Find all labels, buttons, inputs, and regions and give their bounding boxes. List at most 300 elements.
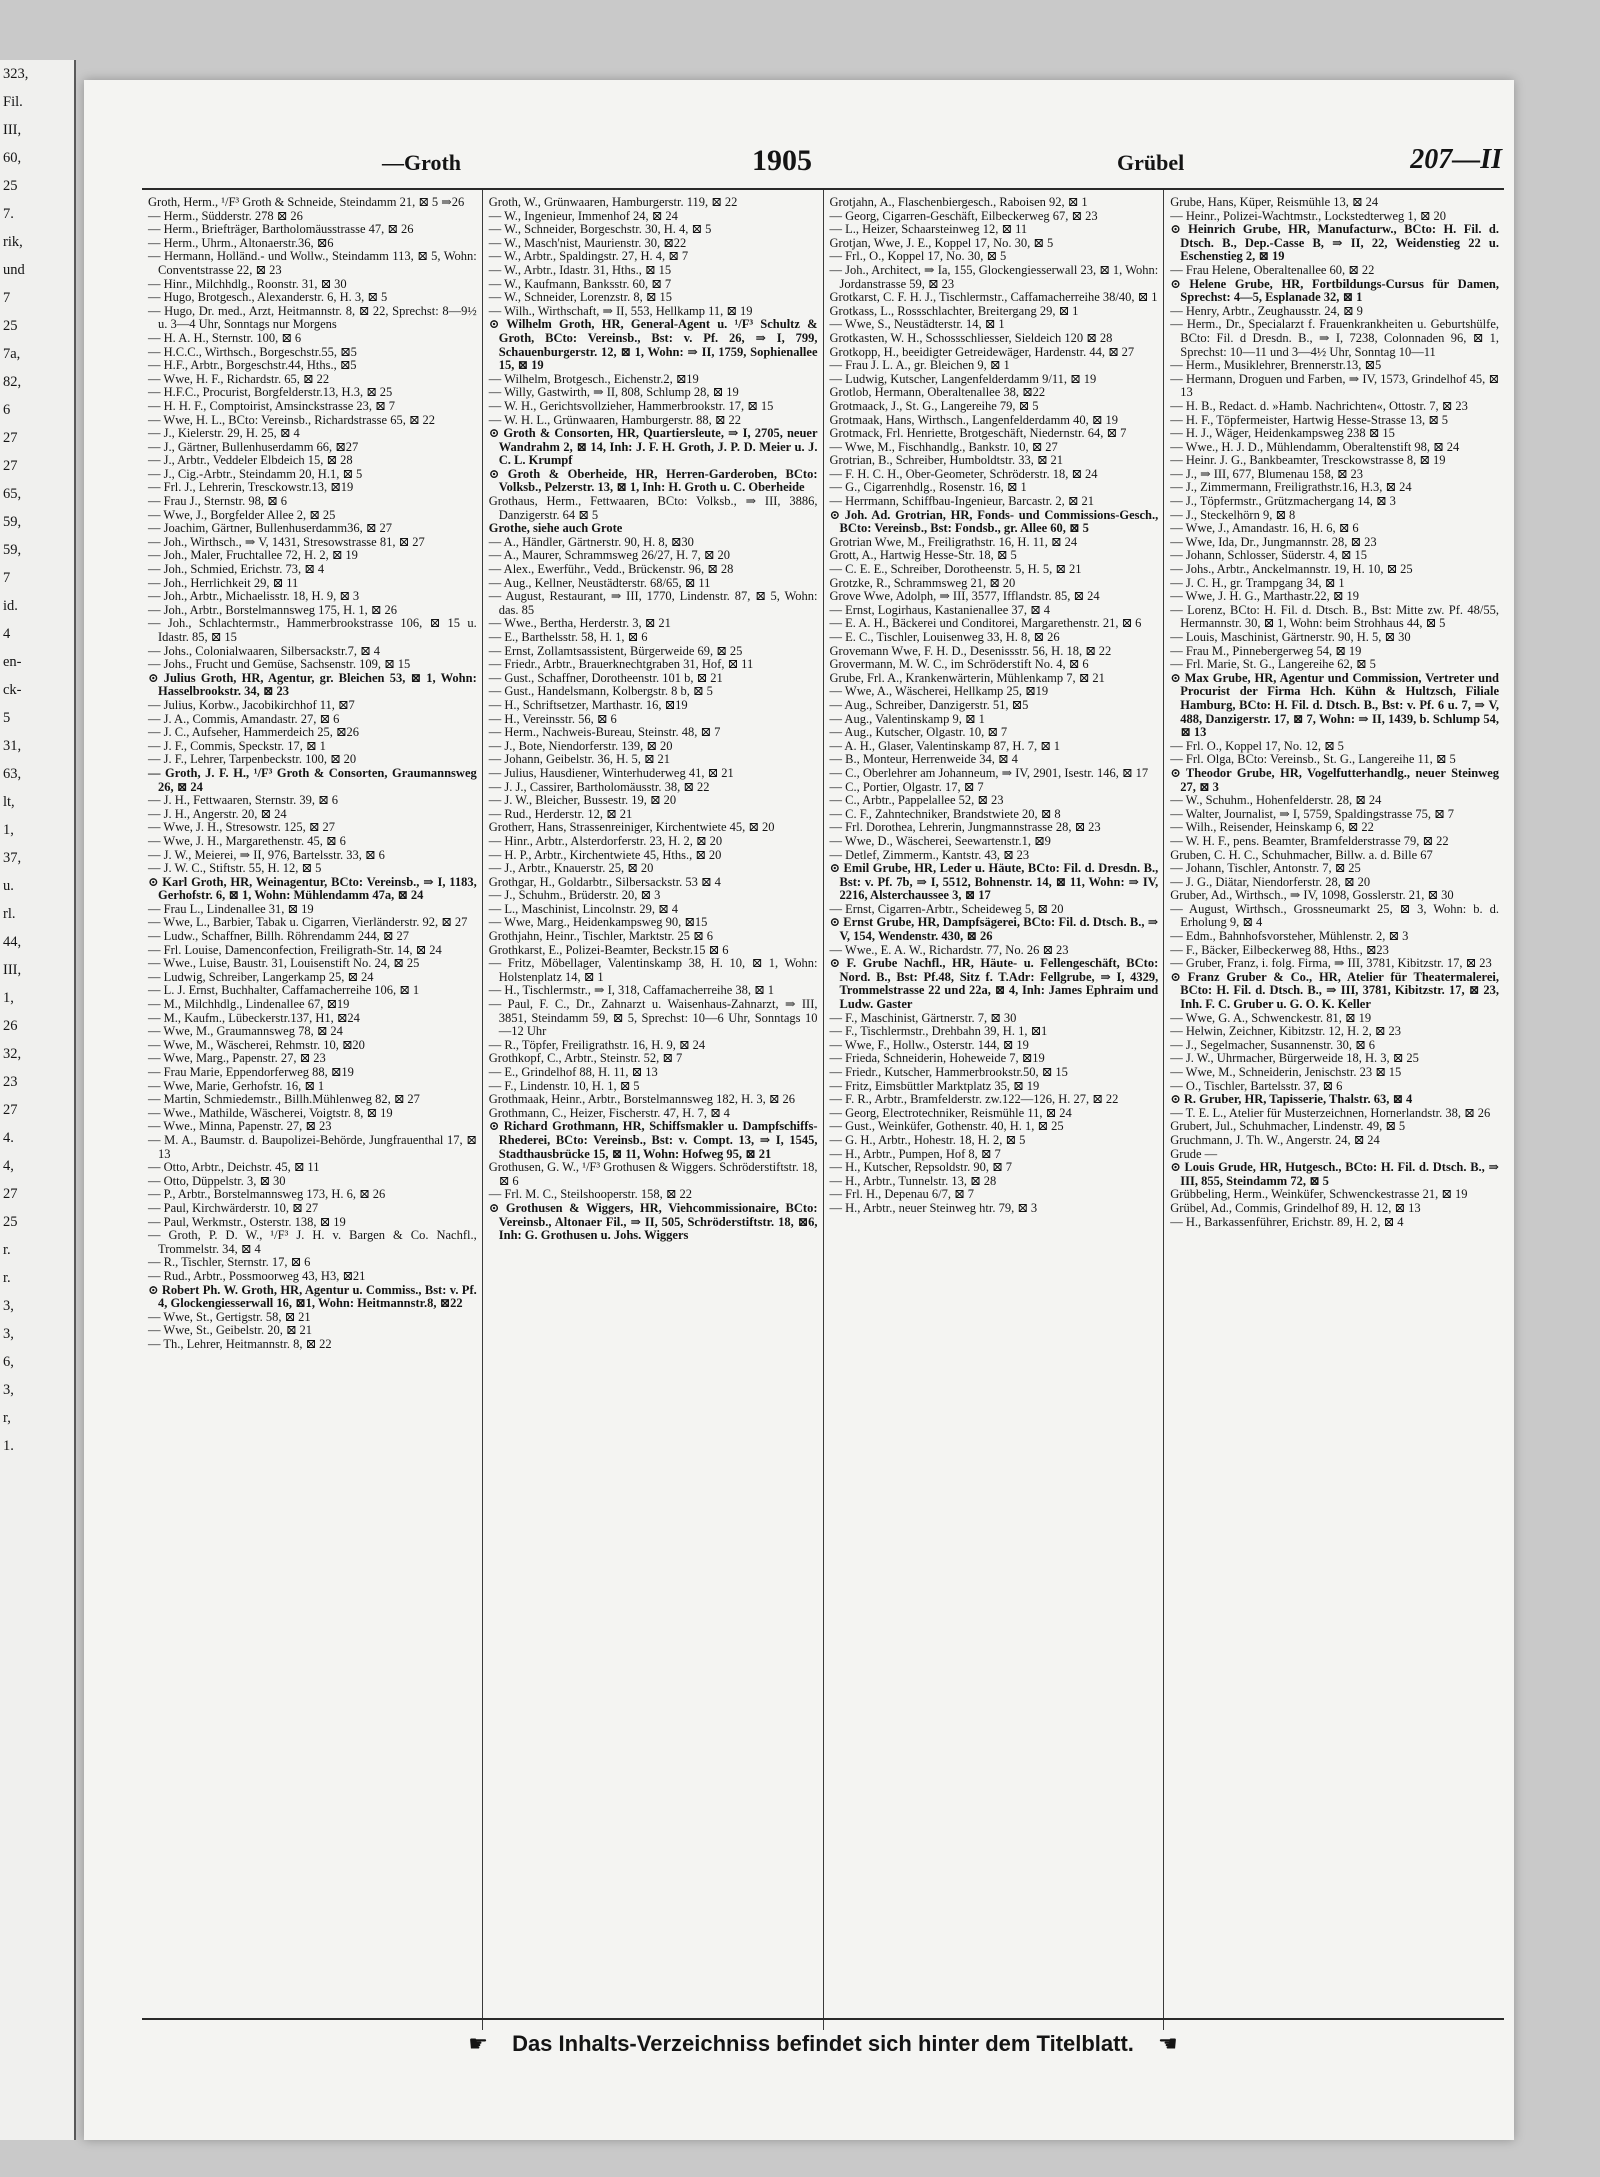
directory-entry: — Hugo, Brotgesch., Alexanderstr. 6, H. 3, ⊠ 5 [148, 290, 388, 305]
directory-entry: — Ernst, Zollamtsassistent, Bürgerweide 69, ⊠ 25 [488, 643, 743, 658]
directory-entry: — J. W. C., Stiftstr. 55, H. 12, ⊠ 5 [148, 861, 322, 876]
directory-entry: — Wwe, F., Hollw., Osterstr. 144, ⊠ 19 [829, 1037, 1029, 1052]
margin-fragment: 25 [3, 178, 18, 194]
margin-fragment: 3, [3, 1326, 14, 1342]
margin-fragment: 3, [3, 1382, 14, 1398]
directory-entry: — A., Händler, Gärtnerstr. 90, H. 8, ⊠30 [488, 534, 694, 549]
pointing-hand-icon: ☚ [1158, 2031, 1178, 2056]
directory-entry: — T. E. L., Atelier für Musterzeichnen, Hornerlandstr. 38, ⊠ 26 [1170, 1105, 1491, 1120]
directory-entry: — W., Kaufmann, Banksstr. 60, ⊠ 7 [488, 276, 672, 291]
header-page-number: 207—II [1410, 144, 1502, 175]
directory-entry: — H., Barkassenführer, Erichstr. 89, H. 2, ⊠ 4 [1170, 1214, 1404, 1229]
directory-entry: — W., Schuhm., Hohenfelderstr. 28, ⊠ 24 [1170, 793, 1382, 808]
directory-entry: ⊙ Helene Grube, HR, Fortbildungs-Cursus für Damen, Sprechst: 4—5, Esplanade 32, ⊠ 1 [1170, 276, 1499, 305]
directory-entry: — J. H., Fettwaaren, Sternstr. 39, ⊠ 6 [148, 793, 338, 808]
directory-entry: — Groth, J. F. H., ¹/F³ Groth & Consorten, Graumannsweg 26, ⊠ 24 [148, 765, 477, 794]
directory-entry: — Wwe., Mathilde, Wäscherei, Voigtstr. 8, ⊠ 19 [148, 1105, 393, 1120]
directory-entry: — Fritz, Eimsbüttler Marktplatz 35, ⊠ 19 [829, 1078, 1040, 1093]
directory-entry: — Joh., Maler, Fruchtallee 72, H. 2, ⊠ 19 [148, 548, 358, 563]
directory-entry: — Wwe, L., Barbier, Tabak u. Cigarren, Vierländerstr. 92, ⊠ 27 [148, 915, 468, 930]
margin-fragment: u. [3, 878, 14, 894]
directory-entry: — Wwe, M., Graumannsweg 78, ⊠ 24 [148, 1024, 343, 1039]
directory-entry: — H.F.C., Procurist, Borgfelderstr.13, H.3, ⊠ 25 [148, 385, 393, 400]
directory-entry: — Paul, F. C., Dr., Zahnarzt u. Waisenhaus-Zahnarzt, ⇒ III, 3851, Steindamm 59, ⊠ 5, Sprechst: 10—6 Uhr, Sonntags 10—12 Uhr [488, 997, 818, 1039]
directory-entry: — Wwe, J., Amandastr. 16, H. 6, ⊠ 6 [1170, 521, 1359, 536]
directory-entry: — J. A., Commis, Amandastr. 27, ⊠ 6 [148, 711, 340, 726]
directory-entry: — M., Kaufm., Lübeckerstr.137, H1, ⊠24 [148, 1010, 360, 1025]
directory-entry: — Joh., Schmied, Erichstr. 73, ⊠ 4 [148, 562, 325, 577]
directory-entry: — C. E. E., Schreiber, Dorotheenstr. 5, H. 5, ⊠ 21 [829, 562, 1082, 577]
directory-entry: — Wwe, Ida, Dr., Jungmannstr. 28, ⊠ 23 [1170, 534, 1377, 549]
column-1 [142, 190, 482, 2030]
directory-entry: — H., Arbtr., Tunnelstr. 13, ⊠ 28 [829, 1173, 997, 1188]
directory-entry: — Frau J., Sternstr. 98, ⊠ 6 [148, 494, 287, 509]
directory-entry: Grotjahn, A., Flaschenbiergesch., Raboisen 92, ⊠ 1 [829, 195, 1088, 209]
directory-entry: — Johann, Schlosser, Süderstr. 4, ⊠ 15 [1170, 548, 1368, 563]
directory-entry: Grothjahn, Heinr., Tischler, Marktstr. 25 ⊠ 6 [488, 929, 713, 944]
directory-entry: Grotjan, Wwe, J. E., Koppel 17, No. 30, ⊠ 5 [829, 235, 1054, 250]
directory-entry: — Joh., Architect, ⇒ Ia, 155, Glockengiesserwall 23, ⊠ 1, Wohn: Jordanstrasse 59, ⊠ 23 [829, 262, 1159, 291]
directory-entry: — C., Portier, Olgastr. 17, ⊠ 7 [829, 779, 984, 794]
directory-entry: ⊙ Groth & Oberheide, HR, Herren-Garderoben, BCto: Volksb., Pelzerstr. 13, ⊠ 1, Inh: H. Groth u. C. Oberheide [488, 466, 818, 495]
margin-fragment: 63, [3, 766, 22, 782]
directory-entry: Grotmaak, Hans, Wirthsch., Langenfelderdamm 40, ⊠ 19 [829, 412, 1118, 427]
directory-entry: ⊙ Groth & Consorten, HR, Quartiersleute, ⇒ I, 2705, neuer Wandrahm 2, ⊠ 14, Inh: J. F. H. Groth, J. P. D. Meier u. J. C. L. Krumpf [488, 426, 818, 468]
directory-entry: — Lorenz, BCto: H. Fil. d. Dtsch. B., Bst: Mitte zw. Pf. 48/55, Hermannstr. 30, ⊠ 1, Wohn: beim Strohhaus 44, ⊠ 5 [1170, 602, 1499, 631]
directory-entry: — J., Gärtner, Bullenhuserdamm 66, ⊠27 [148, 439, 359, 454]
directory-entry: — Detlef, Zimmerm., Kantstr. 43, ⊠ 23 [829, 847, 1030, 862]
directory-entry: — Aug., Kutscher, Olgastr. 10, ⊠ 7 [829, 725, 1008, 740]
directory-entry: — Wwe, J., Borgfelder Allee 2, ⊠ 25 [148, 507, 336, 522]
directory-entry: — H., Arbtr., neuer Steinweg htr. 79, ⊠ 3 [829, 1200, 1038, 1215]
margin-fragment: 1, [3, 822, 14, 838]
directory-entry: — H. B., Redact. d. »Hamb. Nachrichten«, Ottostr. 7, ⊠ 23 [1170, 398, 1468, 413]
directory-entry: Grubert, Jul., Schuhmacher, Lindenstr. 49, ⊠ 5 [1170, 1119, 1406, 1134]
directory-entry: — Helwin, Zeichner, Kibitzstr. 12, H. 2, ⊠ 23 [1170, 1024, 1402, 1039]
directory-entry: — Georg, Cigarren-Geschäft, Eilbeckerweg 67, ⊠ 23 [829, 208, 1098, 223]
directory-page [84, 80, 1514, 2140]
directory-entry: Grothkarst, E., Polizei-Beamter, Beckstr.15 ⊠ 6 [488, 942, 729, 957]
directory-entry: Grovermann, M. W. C., im Schröderstift No. 4, ⊠ 6 [829, 657, 1089, 672]
directory-entry: — C., Arbtr., Pappelallee 52, ⊠ 23 [829, 793, 1004, 808]
directory-entry: — E. C., Tischler, Louisenweg 33, H. 8, ⊠ 26 [829, 630, 1060, 644]
directory-entry: — Ludwig, Schreiber, Langerkamp 25, ⊠ 24 [148, 969, 374, 984]
margin-fragment: 4, [3, 1158, 14, 1174]
margin-fragment: 32, [3, 1046, 22, 1062]
directory-entry: Grotlob, Hermann, Oberaltenallee 38, ⊠22 [829, 385, 1046, 400]
directory-entry: — G., Cigarrenhdlg., Rosenstr. 16, ⊠ 1 [829, 480, 1027, 495]
directory-entry: — W., Masch'nist, Maurienstr. 30, ⊠22 [488, 235, 687, 250]
directory-entry: — Wwe, M., Wäscherei, Rehmstr. 10, ⊠20 [148, 1037, 365, 1052]
margin-fragment: r. [3, 1242, 11, 1258]
directory-entry: Gruchmann, J. Th. W., Angerstr. 24, ⊠ 24 [1170, 1132, 1380, 1147]
directory-entry: Gruben, C. H. C., Schuhmacher, Billw. a. d. Bille 67 [1170, 847, 1433, 862]
margin-fragment: 37, [3, 850, 22, 866]
margin-fragment: lt, [3, 794, 15, 810]
directory-entry: — Wwe., Luise, Baustr. 31, Louisenstift No. 24, ⊠ 25 [148, 956, 420, 971]
margin-fragment: 31, [3, 738, 22, 754]
directory-entry: — Groth, P. D. W., ¹/F³ J. H. v. Bargen & Co. Nachfl., Trommelstr. 34, ⊠ 4 [148, 1228, 477, 1256]
directory-entry: — W., Ingenieur, Immenhof 24, ⊠ 24 [488, 208, 678, 223]
directory-entry: — Wilh., Wirthschaft, ⇒ II, 553, Hellkamp 11, ⊠ 19 [488, 303, 753, 318]
directory-entry: ⊙ Franz Gruber & Co., HR, Atelier für Theatermalerei, BCto: H. Fil. d. Dtsch. B., ⇒ III, 3781, Kibitzstr. 17, ⊠ 23, Inh. F. C. Gruber u. G. O. K. Keller [1170, 969, 1499, 1012]
directory-entry: Grotherr, Hans, Strassenreiniger, Kirchentwiete 45, ⊠ 20 [488, 820, 775, 835]
directory-entry: — Frau L., Lindenallee 31, ⊠ 19 [148, 901, 314, 916]
directory-entry: — J., Bote, Niendorferstr. 139, ⊠ 20 [488, 738, 673, 753]
directory-entry: — Louis, Maschinist, Gärtnerstr. 90, H. 5, ⊠ 30 [1170, 630, 1411, 644]
directory-entry: — Gust., Schaffner, Dorotheenstr. 101 b, ⊠ 21 [488, 670, 723, 685]
directory-entry: — L., Maschinist, Lincolnstr. 29, ⊠ 4 [488, 901, 679, 916]
directory-entry: — J. F., Lehrer, Tarpenbeckstr. 100, ⊠ 20 [148, 752, 357, 767]
directory-entry: — J. H., Angerstr. 20, ⊠ 24 [148, 806, 287, 821]
directory-entry: — Herm., Dr., Specialarzt f. Frauenkrankheiten u. Geburtshülfe, BCto: Fil. d Dresdn. B., ⇒ I, 7238, Colonnaden 96, ⊠ 1, Sprechst: 10—11 und 3—4½ Uhr, Sonntag 10—11 [1170, 317, 1499, 359]
margin-fragment: 82, [3, 374, 22, 390]
directory-entry: — H. H. F., Comptoirist, Amsinckstrasse 23, ⊠ 7 [148, 398, 395, 413]
directory-entry: — M., Milchhdlg., Lindenallee 67, ⊠19 [148, 997, 350, 1012]
directory-entry: — J., Segelmacher, Susannenstr. 30, ⊠ 6 [1170, 1037, 1375, 1052]
directory-entry: — Wwe, Marg., Papenstr. 27, ⊠ 23 [148, 1051, 326, 1066]
directory-entry: Gruber, Ad., Wirthsch., ⇒ IV, 1098, Gosslerstr. 21, ⊠ 30 [1170, 888, 1454, 903]
directory-entry: — Julius, Korbw., Jacobikirchhof 11, ⊠7 [148, 697, 355, 712]
directory-entry: ⊙ Julius Groth, HR, Agentur, gr. Bleichen 53, ⊠ 1, Wohn: Hasselbrookstr. 34, ⊠ 23 [148, 670, 477, 699]
directory-entry: — Ludw., Schaffner, Billh. Röhrendamm 244, ⊠ 27 [148, 929, 409, 944]
margin-fragment: rik, [3, 234, 23, 250]
directory-entry: ⊙ Wilhelm Groth, HR, General-Agent u. ¹/F³ Schultz & Groth, BCto: Vereinsb., Bst: v. Pf. 26, ⇒ I, 799, Schauenburgerstr. 12, ⊠ 1, Wohn: ⇒ II, 1759, Sophienallee 15, ⊠ 19 [488, 317, 818, 373]
directory-entry: Grothaus, Herm., Fettwaaren, BCto: Volksb., ⇒ III, 3886, Danzigerstr. 64 ⊠ 5 [488, 494, 818, 522]
margin-fragment: 25 [3, 318, 18, 334]
directory-entry: Grotmaack, J., St. G., Langereihe 79, ⊠ 5 [829, 398, 1039, 413]
directory-entry: — Herm., Südderstr. 278 ⊠ 26 [148, 208, 303, 223]
directory-entry: — J. W., Bleicher, Bussestr. 19, ⊠ 20 [488, 793, 677, 808]
directory-entry: — J. W., Uhrmacher, Bürgerweide 18, H. 3, ⊠ 25 [1170, 1051, 1419, 1066]
directory-entry: Grotzke, R., Schrammsweg 21, ⊠ 20 [829, 575, 1016, 590]
directory-entry: — Otto, Düppelstr. 3, ⊠ 30 [148, 1173, 286, 1188]
directory-entry: — Joh., Arbtr., Michaelisstr. 18, H. 9, ⊠ 3 [148, 589, 360, 604]
directory-entry: — Alex., Ewerführ., Vedd., Brückenstr. 96, ⊠ 28 [488, 562, 734, 577]
margin-fragment: 44, [3, 934, 22, 950]
directory-entry: — Wwe, A., Wäscherei, Hellkamp 25, ⊠19 [829, 684, 1049, 699]
directory-entry: — H. A. H., Sternstr. 100, ⊠ 6 [148, 330, 302, 345]
page-footer [142, 2018, 1504, 2068]
directory-entry: — Johs., Colonialwaaren, Silbersackstr.7, ⊠ 4 [148, 643, 380, 658]
directory-entry: Grovemann Wwe, F. H. D., Desenissstr. 56, H. 18, ⊠ 22 [829, 643, 1112, 658]
directory-entry: — Fritz, Möbellager, Valentinskamp 38, H. 10, ⊠ 1, Wohn: Holstenplatz 14, ⊠ 1 [488, 956, 818, 984]
directory-entry: ⊙ Karl Groth, HR, Weinagentur, BCto: Vereinsb., ⇒ I, 1183, Gerhofstr. 6, ⊠ 1, Wohn: Mühlendamm 47a, ⊠ 24 [148, 874, 477, 903]
directory-entry: — Th., Lehrer, Heitmannstr. 8, ⊠ 22 [148, 1336, 332, 1351]
directory-entry: — E., Grindelhof 88, H. 11, ⊠ 13 [488, 1065, 658, 1079]
directory-entry: Grotkopp, H., beeidigter Getreidewäger, Hardenstr. 44, ⊠ 27 [829, 344, 1135, 359]
directory-entry: — Georg, Electrotechniker, Reismühle 11, ⊠ 24 [829, 1105, 1072, 1120]
directory-entry: — H., Vereinsstr. 56, ⊠ 6 [488, 711, 617, 726]
directory-entry: — Wwe, J. H., Margarethenstr. 45, ⊠ 6 [148, 833, 346, 848]
directory-entry: — Aug., Kellner, Neustädterstr. 68/65, ⊠ 11 [488, 575, 711, 590]
directory-entry: — Aug., Valentinskamp 9, ⊠ 1 [829, 711, 985, 726]
directory-entry: — J., ⇒ III, 677, Blumenau 158, ⊠ 23 [1170, 466, 1364, 481]
margin-fragment: 27 [3, 1102, 18, 1118]
directory-entry: — Hugo, Dr. med., Arzt, Heitmannstr. 8, ⊠ 22, Sprechst: 8—9½ u. 3—4 Uhr, Sonntags nur Morgens [148, 303, 477, 332]
directory-entry: — H., Schriftsetzer, Marthastr. 16, ⊠19 [488, 697, 688, 712]
directory-entry: — J., Töpfermstr., Grützmachergang 14, ⊠ 3 [1170, 494, 1396, 509]
directory-entry: — W., Arbtr., Spaldingstr. 27, H. 4, ⊠ 7 [488, 249, 689, 264]
margin-fragment: 60, [3, 150, 22, 166]
directory-entry: — Frau Marie, Eppendorferweg 88, ⊠19 [148, 1065, 354, 1079]
directory-entry: — W., Schneider, Lorenzstr. 8, ⊠ 15 [488, 290, 672, 305]
header-running-head: —Groth [382, 150, 462, 175]
directory-entry: — H., Tischlermstr., ⇒ I, 318, Caffamacherreihe 38, ⊠ 1 [488, 983, 775, 998]
margin-fragment: 7. [3, 206, 14, 222]
directory-entry: — Hinr., Arbtr., Alsterdorferstr. 23, H. 2, ⊠ 20 [488, 833, 723, 848]
margin-fragment: 7a, [3, 346, 21, 362]
margin-fragment: 59, [3, 542, 22, 558]
directory-entry: Grotmack, Frl. Henriette, Brotgeschäft, Niedernstr. 64, ⊠ 7 [829, 426, 1127, 441]
directory-entry: Grotrian Wwe, M., Freiligrathstr. 16, H. 11, ⊠ 24 [829, 534, 1078, 549]
directory-entry: — Ernst, Logirhaus, Kastanienallee 37, ⊠ 4 [829, 602, 1050, 617]
directory-entry: — H.C.C., Wirthsch., Borgeschstr.55, ⊠5 [148, 344, 357, 359]
directory-entry: — F. H. C. H., Ober-Geometer, Schröderstr. 18, ⊠ 24 [829, 466, 1098, 481]
directory-entry: — R., Töpfer, Freiligrathstr. 16, H. 9, ⊠ 24 [488, 1037, 706, 1052]
directory-entry: Grube, Hans, Küper, Reismühle 13, ⊠ 24 [1170, 195, 1379, 209]
directory-entry: ⊙ Grothusen & Wiggers, HR, Viehcommissionaire, BCto: Vereinsb., Altonaer Fil., ⇒ II, 505, Schröderstiftstr. 18, ⊠6, Inh: G. Grothusen u. Johs. Wiggers [488, 1200, 818, 1243]
margin-fragment: 25 [3, 1214, 18, 1230]
margin-fragment: id. [3, 598, 18, 614]
margin-fragment: 4. [3, 1130, 14, 1146]
margin-fragment: 1. [3, 1438, 14, 1454]
directory-entry: — Julius, Hausdiener, Winterhuderweg 41, ⊠ 21 [488, 765, 734, 780]
directory-entry: — Wwe., Minna, Papenstr. 27, ⊠ 23 [148, 1119, 332, 1134]
directory-entry: — Martin, Schmiedemstr., Billh.Mühlenweg 82, ⊠ 27 [148, 1092, 420, 1107]
directory-entry: — H. F., Töpfermeister, Hartwig Hesse-Strasse 13, ⊠ 5 [1170, 412, 1449, 427]
directory-entry: — F., Maschinist, Gärtnerstr. 7, ⊠ 30 [829, 1010, 1017, 1025]
directory-entry: Grothe, siehe auch Grote [488, 521, 623, 536]
directory-entry: — A., Maurer, Schrammsweg 26/27, H. 7, ⊠ 20 [488, 548, 730, 563]
entry-columns [142, 188, 1504, 2030]
margin-fragment: r, [3, 1410, 11, 1426]
directory-entry: — Wilh., Reisender, Heinskamp 6, ⊠ 22 [1170, 820, 1374, 835]
directory-entry: ⊙ Theodor Grube, HR, Vogelfutterhandlg., neuer Steinweg 27, ⊠ 3 [1170, 765, 1499, 794]
directory-entry: — L. J. Ernst, Buchhalter, Caffamacherreihe 106, ⊠ 1 [148, 983, 420, 998]
margin-fragment: ck- [3, 682, 22, 698]
directory-entry: — Joh., Schlachtermstr., Hammerbrookstrasse 106, ⊠ 15 u. Idastr. 85, ⊠ 15 [148, 616, 477, 644]
directory-entry: — Wilhelm, Brotgesch., Eichenstr.2, ⊠19 [488, 371, 699, 386]
margin-fragment: 26 [3, 1018, 18, 1034]
directory-entry: ⊙ Robert Ph. W. Groth, HR, Agentur u. Commiss., Bst: v. Pf. 4, Glockengiesserwall 16, ⊠1, Wohn: Heitmannstr.8, ⊠22 [148, 1282, 477, 1311]
directory-entry: — Willy, Gastwirth, ⇒ II, 808, Schlump 28, ⊠ 19 [488, 385, 739, 400]
directory-entry: — Gust., Weinküfer, Gothenstr. 40, H. 1, ⊠ 25 [829, 1119, 1064, 1134]
directory-entry: — Frl. H., Depenau 6/7, ⊠ 7 [829, 1187, 974, 1202]
directory-entry: — Herm., Musiklehrer, Brennerstr.13, ⊠5 [1170, 358, 1382, 373]
directory-entry: — Wwe, H. F., Richardstr. 65, ⊠ 22 [148, 371, 330, 386]
directory-entry: — Joh., Wirthsch., ⇒ V, 1431, Stresowstrasse 81, ⊠ 27 [148, 534, 425, 549]
directory-entry: — W., Arbtr., Idastr. 31, Hths., ⊠ 15 [488, 262, 672, 277]
directory-entry: Groth, W., Grünwaaren, Hamburgerstr. 119, ⊠ 22 [488, 195, 738, 209]
directory-entry: — Herrmann, Schiffbau-Ingenieur, Barcastr. 2, ⊠ 21 [829, 494, 1095, 509]
directory-entry: — Edm., Bahnhofsvorsteher, Mühlenstr. 2, ⊠ 3 [1170, 929, 1409, 944]
directory-entry: Grübbeling, Herm., Weinküfer, Schwenckestrasse 21, ⊠ 19 [1170, 1187, 1468, 1202]
directory-entry: Grove Wwe, Adolph, ⇒ III, 3577, Ifflandstr. 85, ⊠ 24 [829, 589, 1100, 604]
directory-entry: — M. A., Baumstr. d. Baupolizei-Behörde, Jungfrauenthal 17, ⊠ 13 [148, 1132, 477, 1161]
directory-entry: — E. A. H., Bäckerei und Conditorei, Margarethenstr. 21, ⊠ 6 [829, 616, 1142, 631]
margin-fragment: 27 [3, 458, 18, 474]
directory-entry: — J., Kielerstr. 29, H. 25, ⊠ 4 [148, 426, 300, 441]
directory-entry: — Johann, Geibelstr. 36, H. 5, ⊠ 21 [488, 752, 671, 767]
directory-entry: — Johs., Frucht und Gemüse, Sachsenstr. 109, ⊠ 15 [148, 657, 411, 672]
directory-entry: — Wwe, St., Geibelstr. 20, ⊠ 21 [148, 1323, 313, 1338]
directory-entry: — Johann, Tischler, Antonstr. 7, ⊠ 25 [1170, 861, 1361, 876]
directory-entry: Grothmann, C., Heizer, Fischerstr. 47, H. 7, ⊠ 4 [488, 1105, 730, 1120]
directory-entry: Grotkasten, W. H., Schossschliesser, Sieldeich 120 ⊠ 28 [829, 330, 1113, 345]
margin-fragment: 5 [3, 710, 11, 726]
directory-entry: — Wwe, Marg., Heidenkampsweg 90, ⊠15 [488, 915, 708, 930]
directory-entry: ⊙ R. Gruber, HR, Tapisserie, Thalstr. 63, ⊠ 4 [1170, 1092, 1413, 1107]
column-2 [482, 190, 823, 2030]
directory-entry: — Johs., Arbtr., Anckelmannstr. 19, H. 10, ⊠ 25 [1170, 562, 1413, 577]
directory-entry: — Herm., Uhrm., Altonaerstr.36, ⊠6 [148, 235, 334, 250]
pointing-hand-icon: ☛ [468, 2031, 488, 2056]
directory-entry: ⊙ Max Grube, HR, Agentur und Commission, Vertreter und Procurist der Firma Hch. Kühn & Hultzsch, Filiale Hamburg, BCto: H. Fil. d. Dtsch. B., Bst: v. Pf. 6 u. 7, ⇒ V, 488, Danzigerstr. 17, ⊠ 7, Wohn: ⇒ II, 1439, b. Schlump 54, ⊠ 13 [1170, 670, 1499, 740]
directory-entry: — Joachim, Gärtner, Bullenhuserdamm36, ⊠ 27 [148, 521, 392, 536]
header-range: Grübel [1117, 150, 1185, 175]
directory-entry: — Wwe., H. J. D., Mühlendamm, Oberaltenstift 98, ⊠ 24 [1170, 439, 1460, 454]
directory-entry: ⊙ Emil Grube, HR, Leder u. Häute, BCto: Fil. d. Dresdn. B., Bst: v. Pf. 7b, ⇒ I, 5512, Bohnenstr. 14, ⊠ 11, Wohn: ⇒ IV, 2216, Alsterchaussee 3, ⊠ 17 [829, 861, 1159, 903]
directory-entry: — J., Zimmermann, Freiligrathstr.16, H.3, ⊠ 24 [1170, 480, 1412, 495]
directory-entry: — Wwe, M., Schneiderin, Jenischstr. 23 ⊠ 15 [1170, 1065, 1402, 1079]
directory-entry: — Wwe, St., Gertigstr. 58, ⊠ 21 [148, 1309, 311, 1324]
directory-entry: — J. C., Aufseher, Hammerdeich 25, ⊠26 [148, 725, 359, 740]
directory-entry: — Henry, Arbtr., Zeughausstr. 24, ⊠ 9 [1170, 303, 1363, 318]
directory-entry: — J. C. H., gr. Trampgang 34, ⊠ 1 [1170, 575, 1345, 590]
directory-entry: — Herm., Briefträger, Bartholomäusstrasse 47, ⊠ 26 [148, 222, 414, 237]
directory-entry: — Wwe, D., Wäscherei, Seewartenstr.1, ⊠9 [829, 833, 1051, 848]
directory-entry: — E., Barthelsstr. 58, H. 1, ⊠ 6 [488, 630, 648, 644]
directory-entry: — C. F., Zahntechniker, Brandstwiete 20, ⊠ 8 [829, 806, 1061, 821]
directory-entry: Groth, Herm., ¹/F³ Groth & Schneide, Steindamm 21, ⊠ 5 ⇒26 [148, 195, 465, 209]
directory-entry: — W., Schneider, Borgeschstr. 30, H. 4, ⊠ 5 [488, 222, 712, 237]
directory-entry: — Frau Helene, Oberaltenallee 60, ⊠ 22 [1170, 262, 1375, 277]
directory-entry: — Wwe, S., Neustädterstr. 14, ⊠ 1 [829, 317, 1005, 332]
directory-entry: Grotkass, L., Rossschlachter, Breitergang 29, ⊠ 1 [829, 303, 1079, 318]
directory-entry: Grott, A., Hartwig Hesse-Str. 18, ⊠ 5 [829, 548, 1017, 563]
directory-entry: Grothkopf, C., Arbtr., Steinstr. 52, ⊠ 7 [488, 1051, 683, 1066]
directory-entry: — J., Arbtr., Knauerstr. 25, ⊠ 20 [488, 861, 654, 876]
directory-entry: — O., Tischler, Bartelsstr. 37, ⊠ 6 [1170, 1078, 1343, 1093]
directory-entry: — Heinr. J. G., Bankbeamter, Tresckowstrasse 8, ⊠ 19 [1170, 453, 1446, 468]
directory-entry: — Frl. O., Koppel 17, No. 12, ⊠ 5 [1170, 738, 1344, 753]
directory-entry: — J., Schuhm., Brüderstr. 20, ⊠ 3 [488, 888, 661, 903]
directory-entry: Grotrian, B., Schreiber, Humboldtstr. 33, ⊠ 21 [829, 453, 1064, 468]
directory-entry: — Joh., Arbtr., Borstelmannsweg 175, H. 1, ⊠ 26 [148, 602, 398, 617]
header-year: 1905 [752, 144, 812, 177]
margin-fragment: en- [3, 654, 22, 670]
directory-entry: ⊙ Ernst Grube, HR, Dampfsägerei, BCto: Fil. d. Dtsch. B., ⇒ V, 154, Wendenstr. 430, ⊠ 26 [829, 915, 1159, 944]
directory-entry: — H., Arbtr., Pumpen, Hof 8, ⊠ 7 [829, 1146, 1001, 1161]
directory-entry: — Gust., Handelsmann, Kolbergstr. 8 b, ⊠ 5 [488, 684, 713, 699]
directory-entry: — Frl., O., Koppel 17, No. 30, ⊠ 5 [829, 249, 1007, 264]
directory-entry: — H. J., Wäger, Heidenkampsweg 238 ⊠ 15 [1170, 426, 1395, 441]
directory-entry: — G. H., Arbtr., Hohestr. 18, H. 2, ⊠ 5 [829, 1132, 1026, 1147]
directory-entry: Grotkarst, C. F. H. J., Tischlermstr., Caffamacherreihe 38/40, ⊠ 1 [829, 290, 1158, 305]
directory-entry: — Ludwig, Kutscher, Langenfelderdamm 9/11, ⊠ 19 [829, 371, 1097, 386]
directory-entry: — F., Tischlermstr., Drehbahn 39, H. 1, ⊠1 [829, 1024, 1048, 1039]
directory-entry: — F. R., Arbtr., Bramfelderstr. zw.122—126, H. 27, ⊠ 22 [829, 1092, 1119, 1107]
directory-entry: — August, Restaurant, ⇒ III, 1770, Lindenstr. 87, ⊠ 5, Wohn: das. 85 [488, 589, 818, 617]
margin-fragment: Fil. [3, 94, 23, 110]
directory-entry: — Herm., Nachweis-Bureau, Steinstr. 48, ⊠ 7 [488, 725, 721, 740]
directory-entry: — August, Wirthsch., Grossneumarkt 25, ⊠ 3, Wohn: b. d. Erholung 9, ⊠ 4 [1170, 901, 1499, 930]
directory-entry: — H., Kutscher, Repsoldstr. 90, ⊠ 7 [829, 1160, 1013, 1175]
directory-entry: — P., Arbtr., Borstelmannsweg 173, H. 6, ⊠ 26 [148, 1187, 386, 1202]
directory-entry: — Wwe, Marie, Gerhofstr. 16, ⊠ 1 [148, 1078, 325, 1093]
directory-entry: — H.F., Arbtr., Borgeschstr.44, Hths., ⊠5 [148, 358, 357, 373]
directory-entry: — Aug., Schreiber, Danzigerstr. 51, ⊠5 [829, 697, 1029, 712]
directory-entry: — Wwe, J. H. G., Marthastr.22, ⊠ 19 [1170, 589, 1359, 604]
directory-entry: — Frau J. L. A., gr. Bleichen 9, ⊠ 1 [829, 358, 1010, 373]
directory-entry: ⊙ F. Grube Nachfl., HR, Häute- u. Fellengeschäft, BCto: Nord. B., Bst: Pf.48, Sitz f. T.Adr: Fellgrube, ⇒ I, 4329, Trommelstrasse 22 und 22a, ⊠ 4, Inh: James Ephraim und Ludw. Gaster [829, 956, 1159, 1012]
directory-entry: — Rud., Arbtr., Possmoorweg 43, H3, ⊠21 [148, 1268, 366, 1283]
directory-entry: — F., Bäcker, Eilbeckerweg 88, Hths., ⊠23 [1170, 942, 1389, 957]
directory-entry: — L., Heizer, Schaarsteinweg 12, ⊠ 11 [829, 222, 1028, 237]
margin-fragment: III, [3, 962, 22, 978]
directory-entry: — J., Arbtr., Veddeler Elbdeich 15, ⊠ 28 [148, 453, 353, 468]
directory-entry: — Frau M., Pinnebergerweg 54, ⊠ 19 [1170, 643, 1362, 658]
margin-fragment: 323, [3, 66, 29, 82]
margin-fragment: 7 [3, 570, 11, 586]
directory-entry: — Heinr., Polizei-Wachtmstr., Lockstedterweg 1, ⊠ 20 [1170, 208, 1446, 223]
margin-fragment: 59, [3, 514, 22, 530]
directory-entry: — Hinr., Milchhdlg., Roonstr. 31, ⊠ 30 [148, 276, 347, 291]
directory-entry: — Frl. J., Lehrerin, Tresckowstr.13, ⊠19 [148, 480, 354, 495]
margin-fragment: 6, [3, 1354, 14, 1370]
directory-entry: — W. H. F., pens. Beamter, Bramfelderstrasse 79, ⊠ 22 [1170, 833, 1449, 848]
directory-entry: — A. H., Glaser, Valentinskamp 87, H. 7, ⊠ 1 [829, 738, 1061, 753]
directory-entry: — C., Oberlehrer am Johanneum, ⇒ IV, 2901, Isestr. 146, ⊠ 17 [829, 765, 1149, 780]
column-3 [823, 190, 1164, 2030]
directory-entry: — Wwe, M., Fischhandlg., Bankstr. 10, ⊠ 27 [829, 439, 1058, 454]
directory-entry: ⊙ Heinrich Grube, HR, Manufacturw., BCto: H. Fil. d. Dtsch. B., Dep.-Casse B, ⇒ II, 22, Weidenstieg 22 u. Eschenstieg 2, ⊠ 19 [1170, 222, 1499, 264]
directory-entry: Grube, Frl. A., Krankenwärterin, Mühlenkamp 7, ⊠ 21 [829, 670, 1105, 685]
directory-entry: — Wwe, H. L., BCto: Vereinsb., Richardstrasse 65, ⊠ 22 [148, 412, 436, 427]
directory-entry: — Frl. Marie, St. G., Langereihe 62, ⊠ 5 [1170, 657, 1376, 672]
directory-entry: — W. H., Gerichtsvollzieher, Hammerbrookstr. 17, ⊠ 15 [488, 398, 774, 413]
directory-entry: — Frieda, Schneiderin, Hoheweide 7, ⊠19 [829, 1051, 1045, 1066]
margin-fragment: 23 [3, 1074, 18, 1090]
directory-entry: — B., Monteur, Herrenweide 34, ⊠ 4 [829, 752, 1018, 767]
directory-entry: — Frl. Dorothea, Lehrerin, Jungmannstrasse 28, ⊠ 23 [829, 820, 1101, 835]
directory-entry: — J., Cig.-Arbtr., Steindamm 20, H.1, ⊠ 5 [148, 466, 363, 481]
directory-entry: Grübel, Ad., Commis, Grindelhof 89, H. 12, ⊠ 13 [1170, 1200, 1421, 1215]
directory-entry: — Wwe, J. H., Stresowstr. 125, ⊠ 27 [148, 820, 335, 835]
directory-entry: Grude — [1170, 1146, 1218, 1161]
directory-entry: — Walter, Journalist, ⇒ I, 5759, Spaldingstrasse 75, ⊠ 7 [1170, 806, 1455, 821]
directory-entry: — H. P., Arbtr., Kirchentwiete 45, Hths., ⊠ 20 [488, 847, 722, 862]
directory-entry: ⊙ Richard Grothmann, HR, Schiffsmakler u. Dampfschiffs-Rhederei, BCto: Vereinsb., Bst: v. Compt. 13, ⇒ I, 1545, Stadthausbrücke 15, ⊠ 11, Wohn: Hofweg 95, ⊠ 21 [488, 1119, 818, 1161]
directory-entry: — J. F., Commis, Speckstr. 17, ⊠ 1 [148, 738, 326, 753]
margin-fragment: 27 [3, 1186, 18, 1202]
directory-entry: — Rud., Herderstr. 12, ⊠ 21 [488, 806, 633, 821]
directory-entry: — J. W., Meierei, ⇒ II, 976, Bartelsstr. 33, ⊠ 6 [148, 847, 385, 862]
directory-entry: — R., Tischler, Sternstr. 17, ⊠ 6 [148, 1255, 311, 1270]
directory-entry: — Paul, Kirchwärderstr. 10, ⊠ 27 [148, 1200, 319, 1215]
directory-entry: — J., Steckelhörn 9, ⊠ 8 [1170, 507, 1296, 522]
margin-fragment: 65, [3, 486, 22, 502]
directory-entry: — Frl. Olga, BCto: Vereinsb., St. G., Langereihe 11, ⊠ 5 [1170, 752, 1456, 767]
directory-entry: — F., Lindenstr. 10, H. 1, ⊠ 5 [488, 1078, 640, 1093]
margin-fragment: 7 [3, 290, 11, 306]
directory-entry: — Joh., Herrlichkeit 29, ⊠ 11 [148, 575, 299, 590]
margin-fragment: rl. [3, 906, 16, 922]
directory-entry: Grothusen, G. W., ¹/F³ Grothusen & Wiggers. Schröderstiftstr. 18, ⊠ 6 [488, 1160, 818, 1188]
directory-entry: — Hermann, Droguen und Farben, ⇒ IV, 1573, Grindelhof 45, ⊠ 13 [1170, 371, 1499, 400]
directory-entry: — Frl. M. C., Steilshooperstr. 158, ⊠ 22 [488, 1187, 692, 1202]
